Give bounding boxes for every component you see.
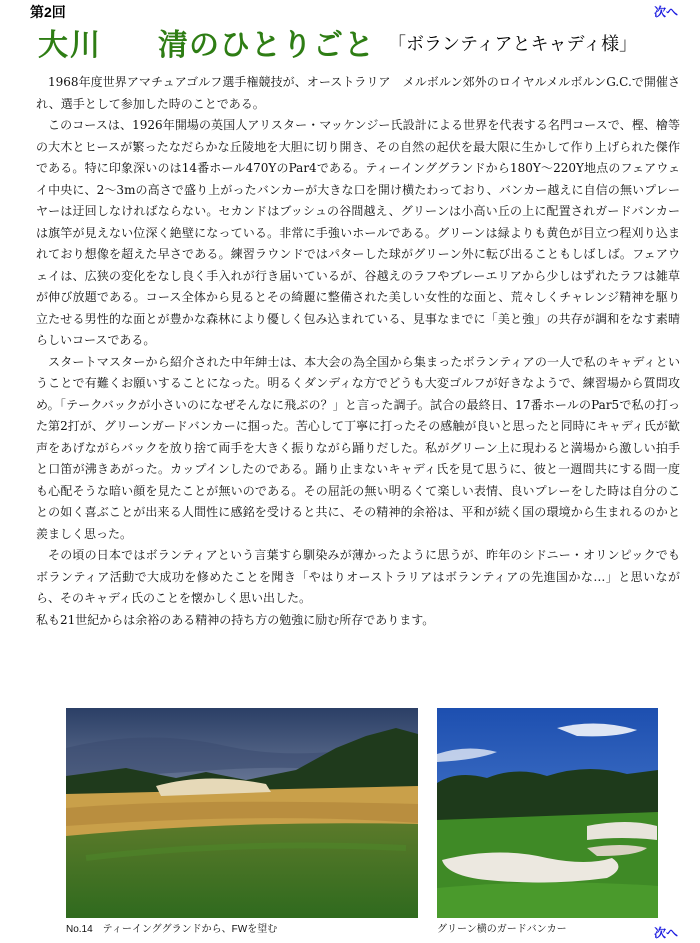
series-title: 清のひとりごと xyxy=(158,28,375,63)
fairway-photo xyxy=(66,708,418,918)
episode-label: 第2回 xyxy=(30,4,66,20)
next-page-link-top[interactable]: 次へ xyxy=(653,5,678,19)
article-subtitle: 「ボランティアとキャディ様」 xyxy=(388,34,638,55)
photo-caption: グリーン横のガードバンカー xyxy=(437,924,567,935)
article-paragraph: 1968年度世界アマチュアゴルフ選手権競技が、オーストラリア メルボルン郊外のロイヤルメルボルンG.C.で開催され、選手として参加した時のことである。 xyxy=(36,75,680,111)
article-paragraph: その頃の日本ではボランティアという言葉すら馴染みが薄かったように思うが、昨年のシドニー・オリンピックでもボランティア活動で大成功を修めたことを聞き「やはりオーストラリアはボランティアの先進国かな…」と思いながら、そのキャディ氏のことを懐かしく思い出した。 xyxy=(36,548,680,605)
greenside-bunker-photo xyxy=(437,708,658,918)
article-closing: 私も21世紀からは余裕のある精神の持ち方の勉強に励む所存であります。 xyxy=(36,612,435,627)
next-page-link-bottom[interactable]: 次へ xyxy=(653,926,678,940)
article-paragraph: このコースは、1926年開場の英国人アリスター・マッケンジー氏設計による世界を代表する名門コースで、樫、檜等の大木とヒースが繁ったなだらかな丘陵地を大胆に切り開き、その自然の起伏を最大限に生かして作り上げられた傑作である。特に印象深いのは14番ホール470YのPar4である。ティーインググランドから180Y～220Y地点のフェアウェイ中央に、2～3mの高さで盛り上がったバンカーが大きな口を開け横たわっており、バンカー越えに自信の無いプレーヤーは迂回しなければならない。セカンドはブッシュの谷間越え、グリーンは小高い丘の上に配置されガードバンカーは旗竿が見えない位深く絶壁になっている。非常に手強いホールである。グリーンは緑よりも黄色が目立つ程刈り込まれており想像を超えた早さである。練習ラウンドではパターした球がグリーン外に転び出ることもしばしば。フェアウェイは、広狭の変化をなし良く手入れが行き届いているが、谷越えのラフやブレーエリアから少しはずれたラフは雑草が伸び放題である。コース全体から見るとその綺麗に整備された美しい女性的な面と、荒々しくチャレンジ精神を駆り立たせる男性的な面とが豊かな森林により優しく包み込まれている、見事なまでに「美と強」の共存が調和をなす素晴らしいコースである。 xyxy=(36,118,680,347)
photo-caption: No.14 ティーインググランドから、FWを望む xyxy=(66,924,278,935)
article-paragraph: スタートマスターから紹介された中年紳士は、本大会の為全国から集まったボランティアの一人で私のキャディということで有難くお願いすることになった。明るくダンディな方でどうも大変ゴルフが好きなようで、練習場から質問攻め。「テークバックが小さいのになぜそんなに飛ぶの？」と言った調子。試合の最終日、17番ホールのPar5で私の打った第2打が、グリーンガードバンカーに掴った。苦心して丁寧に打ったその感触が良いと思ったと同時にキャディ氏が歓声をあげながらバックを放り捨て両手を大きく振りながら踊りだした。私がグリーン上に現わると満場から激しい拍手と口笛が沸きあがった。カップインしたのである。踊り止まないキャディ氏を見て思うに、彼と一週間共にする間一度も心配そうな暗い顔を見たことが無いのである。その屈託の無い明るくて楽しい表情、良いプレーをした時は自分のことの如く喜ぶことが出来る人間性に感銘を受けると共に、その精神的余裕は、平和が続く国の環境から生まれるのかと羨ましく思った。 xyxy=(36,354,680,541)
author-name: 大川 xyxy=(38,28,102,63)
article-body xyxy=(36,72,680,631)
